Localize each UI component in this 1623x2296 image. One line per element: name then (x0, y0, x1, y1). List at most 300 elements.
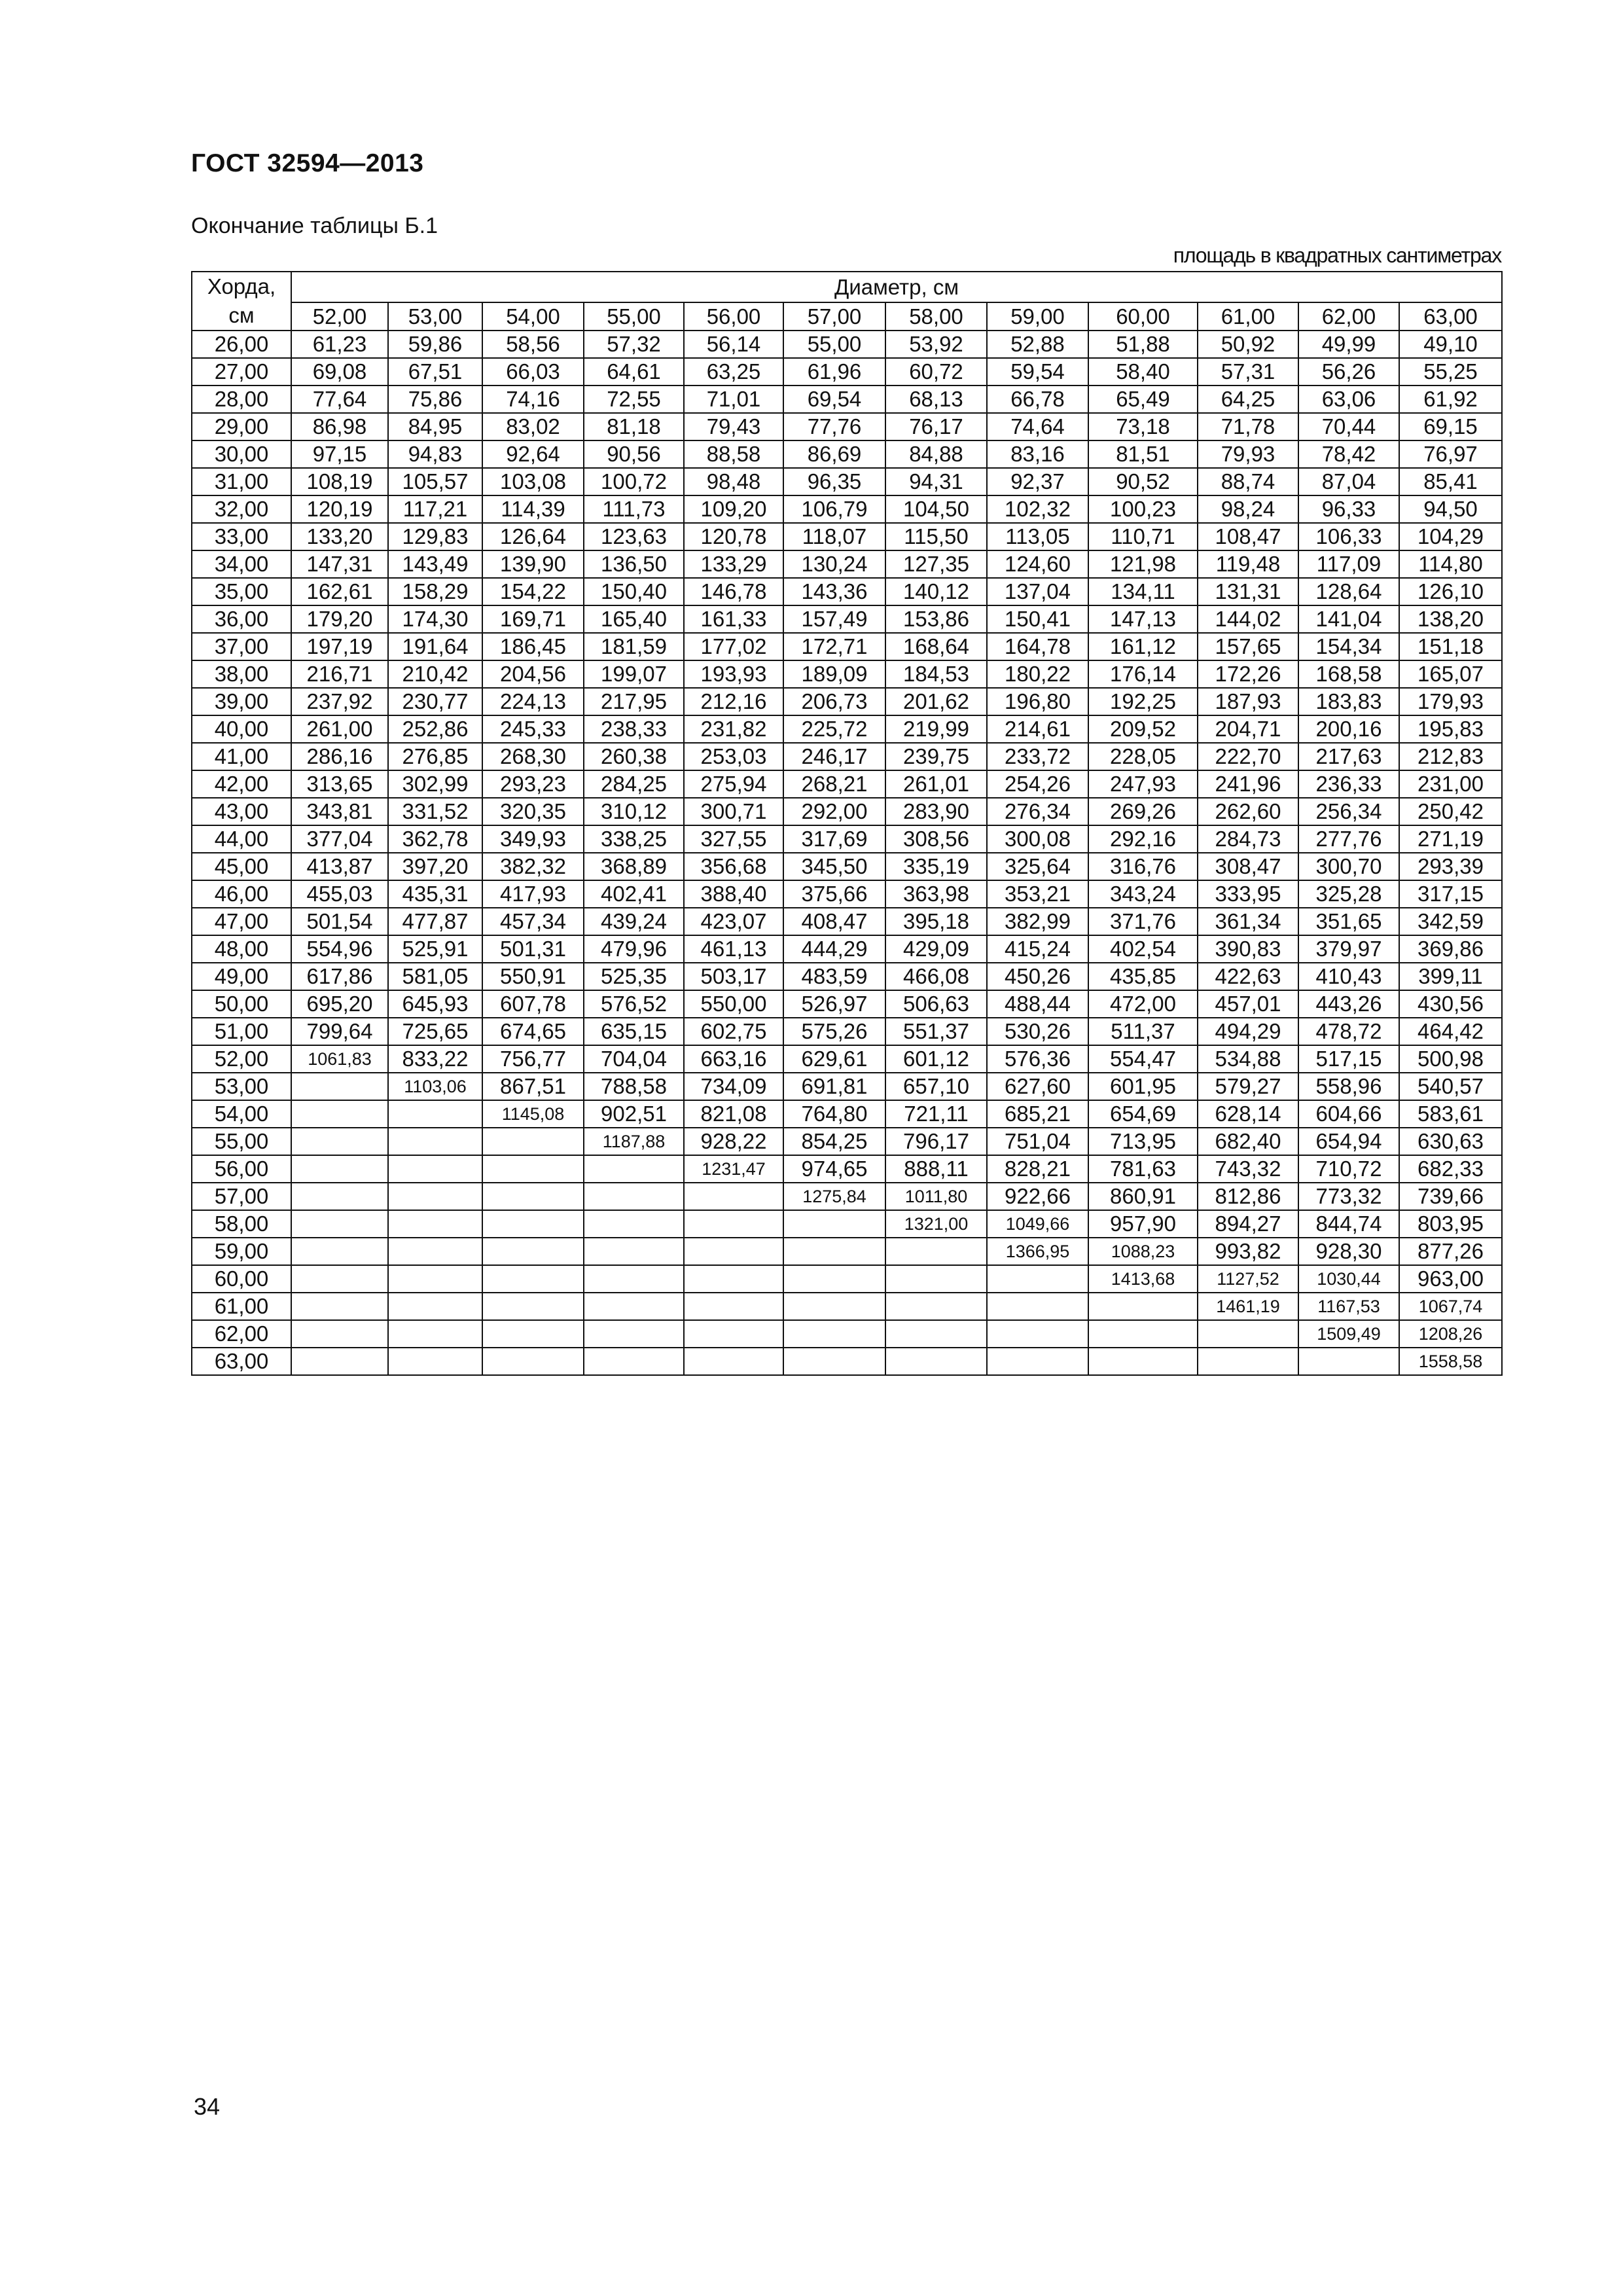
area-cell: 627,60 (987, 1073, 1088, 1100)
table-row (192, 880, 1502, 908)
area-cell: 233,72 (987, 743, 1088, 770)
area-cell: 483,59 (783, 963, 885, 990)
diameter-header-cell: 62,00 (1298, 302, 1399, 331)
area-cell: 104,29 (1399, 523, 1502, 550)
area-cell: 607,78 (482, 990, 584, 1018)
area-cell: 121,98 (1088, 550, 1198, 578)
area-cell: 402,41 (584, 880, 684, 908)
area-cell (783, 1348, 885, 1375)
chord-cell: 42,00 (192, 770, 291, 798)
area-cell: 408,47 (783, 908, 885, 935)
area-cell: 450,26 (987, 963, 1088, 990)
area-cell: 114,80 (1399, 550, 1502, 578)
area-cell: 153,86 (885, 605, 987, 633)
area-cell: 455,03 (291, 880, 388, 908)
chord-cell: 56,00 (192, 1155, 291, 1183)
table-row (192, 1183, 1502, 1210)
area-cell: 96,35 (783, 468, 885, 495)
area-cell: 902,51 (584, 1100, 684, 1128)
area-cell: 88,58 (684, 440, 783, 468)
area-cell: 195,83 (1399, 715, 1502, 743)
area-cell: 601,12 (885, 1045, 987, 1073)
area-cell: 212,83 (1399, 743, 1502, 770)
area-cell: 645,93 (388, 990, 482, 1018)
area-cell: 83,16 (987, 440, 1088, 468)
area-cell: 922,66 (987, 1183, 1088, 1210)
table-row (192, 798, 1502, 825)
area-cell: 231,00 (1399, 770, 1502, 798)
area-cell: 130,24 (783, 550, 885, 578)
chord-cell: 28,00 (192, 386, 291, 413)
area-cell: 69,54 (783, 386, 885, 413)
area-cell: 1187,88 (584, 1128, 684, 1155)
area-cell: 654,94 (1298, 1128, 1399, 1155)
area-cell (684, 1320, 783, 1348)
area-cell: 534,88 (1198, 1045, 1298, 1073)
area-cell (1198, 1348, 1298, 1375)
chord-cell: 62,00 (192, 1320, 291, 1348)
area-cell: 69,08 (291, 358, 388, 386)
area-cell: 61,23 (291, 331, 388, 358)
area-cell: 888,11 (885, 1155, 987, 1183)
area-cell: 963,00 (1399, 1265, 1502, 1293)
area-cell: 1011,80 (885, 1183, 987, 1210)
area-cell: 86,98 (291, 413, 388, 440)
area-cell: 110,71 (1088, 523, 1198, 550)
area-cell: 138,20 (1399, 605, 1502, 633)
area-cell (482, 1293, 584, 1320)
area-cell: 222,70 (1198, 743, 1298, 770)
area-cell: 877,26 (1399, 1238, 1502, 1265)
area-cell: 66,03 (482, 358, 584, 386)
area-cell: 551,37 (885, 1018, 987, 1045)
area-cell: 756,77 (482, 1045, 584, 1073)
area-cell: 725,65 (388, 1018, 482, 1045)
table-row (192, 495, 1502, 523)
area-cell: 246,17 (783, 743, 885, 770)
area-cell: 210,42 (388, 660, 482, 688)
area-cell: 1208,26 (1399, 1320, 1502, 1348)
area-cell: 271,19 (1399, 825, 1502, 853)
table-row (192, 1128, 1502, 1155)
area-cell: 55,00 (783, 331, 885, 358)
area-cell: 503,17 (684, 963, 783, 990)
area-cell: 390,83 (1198, 935, 1298, 963)
area-cell: 443,26 (1298, 990, 1399, 1018)
area-cell (684, 1293, 783, 1320)
area-cell (291, 1320, 388, 1348)
area-cell: 118,07 (783, 523, 885, 550)
area-cell (291, 1183, 388, 1210)
area-cell: 457,01 (1198, 990, 1298, 1018)
area-cell: 217,95 (584, 688, 684, 715)
area-cell: 103,08 (482, 468, 584, 495)
area-cell: 129,83 (388, 523, 482, 550)
area-cell: 143,36 (783, 578, 885, 605)
table-row (192, 1155, 1502, 1183)
area-cell: 134,11 (1088, 578, 1198, 605)
area-cell: 157,49 (783, 605, 885, 633)
area-cell: 764,80 (783, 1100, 885, 1128)
area-cell: 252,86 (388, 715, 482, 743)
area-cell (885, 1293, 987, 1320)
area-cell: 1231,47 (684, 1155, 783, 1183)
table-row (192, 1210, 1502, 1238)
area-cell: 550,00 (684, 990, 783, 1018)
area-cell: 292,16 (1088, 825, 1198, 853)
area-cell: 260,38 (584, 743, 684, 770)
area-cell (388, 1265, 482, 1293)
area-cell: 781,63 (1088, 1155, 1198, 1183)
area-cell: 147,31 (291, 550, 388, 578)
diameter-header-cell: 63,00 (1399, 302, 1502, 331)
area-cell (1088, 1348, 1198, 1375)
area-cell: 96,33 (1298, 495, 1399, 523)
diameter-header-cell: 57,00 (783, 302, 885, 331)
area-cell: 276,34 (987, 798, 1088, 825)
area-cell (291, 1073, 388, 1100)
area-cell: 333,95 (1198, 880, 1298, 908)
area-cell: 721,11 (885, 1100, 987, 1128)
area-cell: 228,05 (1088, 743, 1198, 770)
area-cell: 241,96 (1198, 770, 1298, 798)
area-cell: 284,25 (584, 770, 684, 798)
area-cell (291, 1293, 388, 1320)
area-cell: 77,76 (783, 413, 885, 440)
area-cell (291, 1348, 388, 1375)
area-cell: 55,25 (1399, 358, 1502, 386)
area-cell: 343,24 (1088, 880, 1198, 908)
area-cell: 50,92 (1198, 331, 1298, 358)
area-cell: 1413,68 (1088, 1265, 1198, 1293)
chord-cell: 51,00 (192, 1018, 291, 1045)
area-cell: 464,42 (1399, 1018, 1502, 1045)
area-cell: 327,55 (684, 825, 783, 853)
table-row (192, 1320, 1502, 1348)
area-cell: 94,83 (388, 440, 482, 468)
area-cell: 1167,53 (1298, 1293, 1399, 1320)
area-cell: 477,87 (388, 908, 482, 935)
area-cell: 109,20 (684, 495, 783, 523)
area-cell: 58,40 (1088, 358, 1198, 386)
area-cell (584, 1183, 684, 1210)
diameter-header-cell: 53,00 (388, 302, 482, 331)
area-cell: 691,81 (783, 1073, 885, 1100)
table-row (192, 990, 1502, 1018)
area-cell: 141,04 (1298, 605, 1399, 633)
area-cell: 180,22 (987, 660, 1088, 688)
area-cell: 710,72 (1298, 1155, 1399, 1183)
area-cell: 320,35 (482, 798, 584, 825)
area-cell: 106,79 (783, 495, 885, 523)
table-row (192, 963, 1502, 990)
area-cell: 550,91 (482, 963, 584, 990)
area-cell: 583,61 (1399, 1100, 1502, 1128)
area-cell: 90,56 (584, 440, 684, 468)
area-cell: 576,52 (584, 990, 684, 1018)
area-cell: 1275,84 (783, 1183, 885, 1210)
area-cell: 57,31 (1198, 358, 1298, 386)
table-row (192, 660, 1502, 688)
area-cell: 71,01 (684, 386, 783, 413)
chord-cell: 35,00 (192, 578, 291, 605)
area-cell: 269,26 (1088, 798, 1198, 825)
area-cell (584, 1155, 684, 1183)
area-cell: 415,24 (987, 935, 1088, 963)
units-note: площадь в квадратных сантиметрах (1173, 243, 1501, 267)
area-cell: 313,65 (291, 770, 388, 798)
area-cell: 87,04 (1298, 468, 1399, 495)
area-cell: 230,77 (388, 688, 482, 715)
area-cell: 363,98 (885, 880, 987, 908)
area-cell: 120,19 (291, 495, 388, 523)
area-cell: 161,12 (1088, 633, 1198, 660)
area-cell: 1321,00 (885, 1210, 987, 1238)
area-cell: 399,11 (1399, 963, 1502, 990)
chord-cell: 27,00 (192, 358, 291, 386)
chord-cell: 52,00 (192, 1045, 291, 1073)
area-cell: 601,95 (1088, 1073, 1198, 1100)
area-cell: 292,00 (783, 798, 885, 825)
area-cell (291, 1210, 388, 1238)
area-cell: 200,16 (1298, 715, 1399, 743)
area-cell: 1127,52 (1198, 1265, 1298, 1293)
area-cell: 102,32 (987, 495, 1088, 523)
area-cell: 821,08 (684, 1100, 783, 1128)
area-cell (987, 1293, 1088, 1320)
chord-cell: 47,00 (192, 908, 291, 935)
area-cell: 184,53 (885, 660, 987, 688)
area-cell: 73,18 (1088, 413, 1198, 440)
area-cell: 113,05 (987, 523, 1088, 550)
area-cell: 300,08 (987, 825, 1088, 853)
table-row (192, 1073, 1502, 1100)
area-cell (783, 1238, 885, 1265)
area-cell: 165,40 (584, 605, 684, 633)
area-cell (482, 1128, 584, 1155)
area-cell: 663,16 (684, 1045, 783, 1073)
table-caption: Окончание таблицы Б.1 (191, 213, 438, 238)
area-cell: 628,14 (1198, 1100, 1298, 1128)
area-cell: 828,21 (987, 1155, 1088, 1183)
area-cell: 413,87 (291, 853, 388, 880)
area-cell: 506,63 (885, 990, 987, 1018)
area-cell: 133,29 (684, 550, 783, 578)
area-cell (482, 1155, 584, 1183)
area-cell: 219,99 (885, 715, 987, 743)
chord-cell: 37,00 (192, 633, 291, 660)
area-cell: 111,73 (584, 495, 684, 523)
diameter-header-cell: 55,00 (584, 302, 684, 331)
area-cell: 165,07 (1399, 660, 1502, 688)
area-cell: 286,16 (291, 743, 388, 770)
area-cell: 581,05 (388, 963, 482, 990)
area-cell: 176,14 (1088, 660, 1198, 688)
area-cell: 317,15 (1399, 880, 1502, 908)
area-cell: 974,65 (783, 1155, 885, 1183)
area-cell: 53,92 (885, 331, 987, 358)
chord-cell: 49,00 (192, 963, 291, 990)
area-cell: 517,15 (1298, 1045, 1399, 1073)
header-row-top (192, 272, 1502, 302)
area-cell: 158,29 (388, 578, 482, 605)
area-cell: 957,90 (1088, 1210, 1198, 1238)
area-cell: 128,64 (1298, 578, 1399, 605)
area-cell: 143,49 (388, 550, 482, 578)
area-cell: 83,02 (482, 413, 584, 440)
area-cell: 472,00 (1088, 990, 1198, 1018)
area-cell: 65,49 (1088, 386, 1198, 413)
area-cell: 1049,66 (987, 1210, 1088, 1238)
area-cell: 231,82 (684, 715, 783, 743)
chord-cell: 34,00 (192, 550, 291, 578)
area-cell: 85,41 (1399, 468, 1502, 495)
area-cell: 92,37 (987, 468, 1088, 495)
area-cell (885, 1238, 987, 1265)
area-cell: 894,27 (1198, 1210, 1298, 1238)
area-cell (783, 1265, 885, 1293)
area-cell: 154,22 (482, 578, 584, 605)
area-cell (684, 1265, 783, 1293)
area-cell: 867,51 (482, 1073, 584, 1100)
chord-cell: 58,00 (192, 1210, 291, 1238)
area-cell: 494,29 (1198, 1018, 1298, 1045)
area-cell: 192,25 (1088, 688, 1198, 715)
chord-cell: 46,00 (192, 880, 291, 908)
area-cell: 377,04 (291, 825, 388, 853)
area-cell: 629,61 (783, 1045, 885, 1073)
area-cell: 238,33 (584, 715, 684, 743)
area-cell: 217,63 (1298, 743, 1399, 770)
area-cell: 654,69 (1088, 1100, 1198, 1128)
area-cell (584, 1238, 684, 1265)
area-cell: 187,93 (1198, 688, 1298, 715)
area-cell: 84,95 (388, 413, 482, 440)
area-cell: 79,43 (684, 413, 783, 440)
diameter-header-cell: 54,00 (482, 302, 584, 331)
area-cell: 57,32 (584, 331, 684, 358)
chord-cell: 40,00 (192, 715, 291, 743)
table-row (192, 605, 1502, 633)
chord-cell: 63,00 (192, 1348, 291, 1375)
area-cell (885, 1348, 987, 1375)
area-cell: 530,26 (987, 1018, 1088, 1045)
area-cell (987, 1320, 1088, 1348)
area-cell (783, 1293, 885, 1320)
area-cell: 214,61 (987, 715, 1088, 743)
area-cell: 98,24 (1198, 495, 1298, 523)
table-row (192, 1238, 1502, 1265)
area-cell: 1509,49 (1298, 1320, 1399, 1348)
area-cell: 72,55 (584, 386, 684, 413)
area-cell: 488,44 (987, 990, 1088, 1018)
diameter-header-cell: 56,00 (684, 302, 783, 331)
area-cell: 657,10 (885, 1073, 987, 1100)
area-cell (482, 1265, 584, 1293)
area-cell: 300,70 (1298, 853, 1399, 880)
area-cell: 343,81 (291, 798, 388, 825)
area-cell: 423,07 (684, 908, 783, 935)
area-cell (482, 1238, 584, 1265)
area-cell (987, 1348, 1088, 1375)
chord-cell: 59,00 (192, 1238, 291, 1265)
diameter-group-header: Диаметр, см (291, 272, 1502, 302)
area-cell: 206,73 (783, 688, 885, 715)
area-cell: 49,10 (1399, 331, 1502, 358)
area-cell: 74,16 (482, 386, 584, 413)
area-cell (388, 1155, 482, 1183)
area-cell: 335,19 (885, 853, 987, 880)
area-cell: 479,96 (584, 935, 684, 963)
area-cell: 395,18 (885, 908, 987, 935)
area-cell: 685,21 (987, 1100, 1088, 1128)
chord-area-table (191, 271, 1503, 1376)
area-cell: 154,34 (1298, 633, 1399, 660)
table-body (192, 331, 1502, 1375)
area-cell: 345,50 (783, 853, 885, 880)
chord-cell: 39,00 (192, 688, 291, 715)
area-cell: 136,50 (584, 550, 684, 578)
area-cell: 331,52 (388, 798, 482, 825)
area-cell: 61,92 (1399, 386, 1502, 413)
area-cell: 302,99 (388, 770, 482, 798)
area-cell: 444,29 (783, 935, 885, 963)
area-cell: 144,02 (1198, 605, 1298, 633)
chord-cell: 38,00 (192, 660, 291, 688)
area-cell: 201,62 (885, 688, 987, 715)
area-cell: 106,33 (1298, 523, 1399, 550)
area-cell: 1366,95 (987, 1238, 1088, 1265)
area-cell (684, 1348, 783, 1375)
area-cell: 117,21 (388, 495, 482, 523)
area-cell (584, 1348, 684, 1375)
table-row (192, 1348, 1502, 1375)
area-cell: 579,27 (1198, 1073, 1298, 1100)
area-cell: 58,56 (482, 331, 584, 358)
chord-cell: 60,00 (192, 1265, 291, 1293)
area-cell: 674,65 (482, 1018, 584, 1045)
area-cell: 193,93 (684, 660, 783, 688)
area-cell: 123,63 (584, 523, 684, 550)
area-cell: 554,96 (291, 935, 388, 963)
area-cell: 739,66 (1399, 1183, 1502, 1210)
area-cell: 100,72 (584, 468, 684, 495)
area-cell: 844,74 (1298, 1210, 1399, 1238)
chord-header-line-2: см (228, 303, 255, 327)
area-cell: 308,56 (885, 825, 987, 853)
area-cell: 126,10 (1399, 578, 1502, 605)
area-cell: 56,26 (1298, 358, 1399, 386)
chord-cell: 45,00 (192, 853, 291, 880)
area-cell: 236,33 (1298, 770, 1399, 798)
area-cell: 751,04 (987, 1128, 1088, 1155)
area-cell: 277,76 (1298, 825, 1399, 853)
area-cell: 140,12 (885, 578, 987, 605)
area-cell: 511,37 (1088, 1018, 1198, 1045)
area-cell: 466,08 (885, 963, 987, 990)
area-cell: 388,40 (684, 880, 783, 908)
area-cell: 94,50 (1399, 495, 1502, 523)
area-cell: 212,16 (684, 688, 783, 715)
area-cell (584, 1210, 684, 1238)
area-cell: 261,00 (291, 715, 388, 743)
chord-cell: 53,00 (192, 1073, 291, 1100)
diameter-header-cell: 52,00 (291, 302, 388, 331)
area-cell: 1030,44 (1298, 1265, 1399, 1293)
chord-header-line-1: Хорда, (207, 274, 276, 298)
area-cell: 70,44 (1298, 413, 1399, 440)
area-cell (388, 1320, 482, 1348)
